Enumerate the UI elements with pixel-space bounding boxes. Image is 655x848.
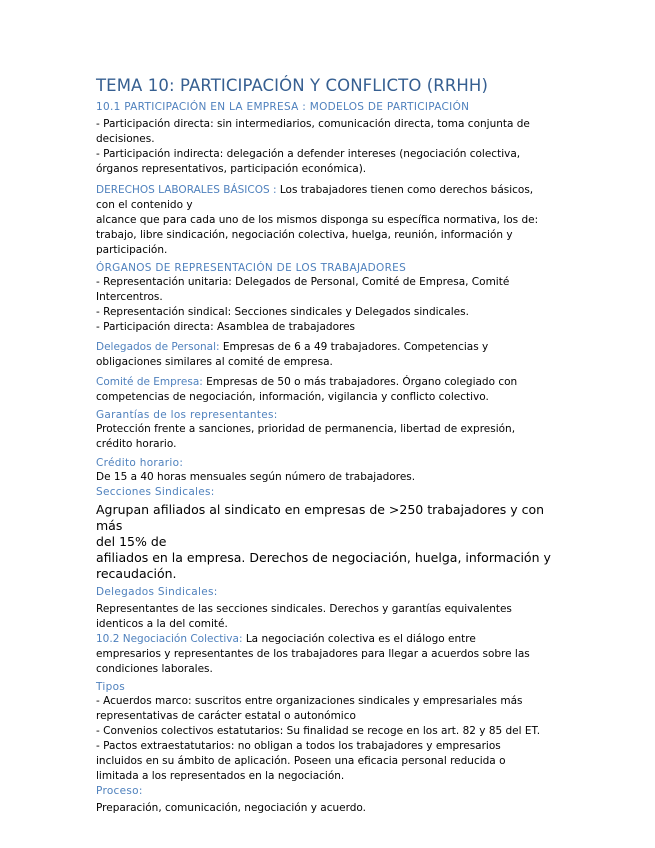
label-garantias: Garantías de los representantes: <box>96 409 278 421</box>
text-line: - Convenios colectivos estatutarios: Su finalidad se recoge en los art. 82 y 85 del ET. <box>96 725 541 737</box>
label-secciones: Secciones Sindicales: <box>96 486 215 498</box>
paragraph-tipos <box>96 694 566 784</box>
text-line: - Representación unitaria: Delegados de Personal, Comité de Empresa, Comité <box>96 276 510 288</box>
text-line: Protección frente a sanciones, prioridad de permanencia, libertad de expresión, <box>96 423 516 435</box>
paragraph-derechos <box>96 183 566 258</box>
section-heading-participacion: 10.1 PARTICIPACIÓN EN LA EMPRESA : MODELOS DE PARTICIPACIÓN <box>96 101 470 113</box>
text-derechos-first: Los trabajadores tienen como derechos básicos, <box>276 184 534 196</box>
label-delegados-sindicales: Delegados Sindicales: <box>96 586 218 598</box>
text-line: - Pactos extraestatutarios: no obligan a todos los trabajadores y empresarios <box>96 740 501 752</box>
text-line <box>96 340 566 355</box>
text-line: trabajo, libre sindicación, negociación colectiva, huelga, reunión, información y <box>96 229 513 241</box>
paragraph-delegados-personal <box>96 340 566 370</box>
label-derechos: DERECHOS LABORALES BÁSICOS : <box>96 184 277 196</box>
text-line: - Participación directa: Asamblea de trabajadores <box>96 321 356 333</box>
text-line: condiciones laborales. <box>96 663 213 675</box>
paragraph-garantias <box>96 422 566 452</box>
text-negociacion-first: La negociación colectiva es el diálogo entre <box>242 633 476 645</box>
text-line: - Participación indirecta: delegación a defender intereses (negociación colectiva, <box>96 148 521 160</box>
section-heading-organos: ÓRGANOS DE REPRESENTACIÓN DE LOS TRABAJADORES <box>96 262 407 274</box>
paragraph-participacion <box>96 117 566 177</box>
text-comite-first: Empresas de 50 o más trabajadores. Órgano colegiado con <box>202 376 518 388</box>
text-line: con el contenido y <box>96 199 193 211</box>
text-line: Representantes de las secciones sindicales. Derechos y garantías equivalentes <box>96 603 512 615</box>
text-line: decisiones. <box>96 133 155 145</box>
paragraph-negociacion <box>96 632 566 677</box>
text-line: del 15% de <box>96 534 167 549</box>
text-line: crédito horario. <box>96 438 177 450</box>
text-line <box>96 375 566 390</box>
label-tipos: Tipos <box>96 681 126 693</box>
text-line: empresarios y representantes de los trabajadores para llegar a acuerdos sobre las <box>96 648 530 660</box>
text-line: De 15 a 40 horas mensuales según número de trabajadores. <box>96 471 416 483</box>
label-delegados-personal: Delegados de Personal: <box>96 341 220 353</box>
text-line: - Participación directa: sin intermediarios, comunicación directa, toma conjunta de <box>96 118 530 130</box>
text-line: obligaciones similares al comité de empresa. <box>96 356 333 368</box>
paragraph-proceso <box>96 801 566 816</box>
document-title: TEMA 10: PARTICIPACIÓN Y CONFLICTO (RRHH) <box>96 76 488 95</box>
text-line <box>96 632 566 647</box>
label-credito: Crédito horario: <box>96 457 184 469</box>
label-comite: Comité de Empresa: <box>96 376 203 388</box>
text-line: identicos a la del comité. <box>96 618 228 630</box>
text-line: recaudación. <box>96 566 177 581</box>
paragraph-credito <box>96 470 566 485</box>
text-line: participación. <box>96 244 168 256</box>
text-line: afiliados en la empresa. Derechos de negociación, huelga, información y <box>96 550 551 565</box>
text-line: Preparación, comunicación, negociación y acuerdo. <box>96 802 366 814</box>
text-line: competencias de negociación, información, vigilancia y conflicto colectivo. <box>96 391 489 403</box>
paragraph-organos <box>96 275 566 335</box>
text-line: incluidos en su ámbito de aplicación. Poseen una eficacia personal reducida o <box>96 755 506 767</box>
paragraph-comite <box>96 375 566 405</box>
text-line: alcance que para cada uno de los mismos disponga su específica normativa, los de: <box>96 214 539 226</box>
text-line: representativas de carácter estatal o autonómico <box>96 710 356 722</box>
text-line: limitada a los representados en la negociación. <box>96 770 345 782</box>
label-negociacion: 10.2 Negociación Colectiva: <box>96 633 243 645</box>
text-line: - Representación sindical: Secciones sindicales y Delegados sindicales. <box>96 306 469 318</box>
text-line <box>96 183 566 198</box>
text-delegados-first: Empresas de 6 a 49 trabajadores. Competencias y <box>219 341 489 353</box>
paragraph-delegados-sindicales <box>96 602 566 632</box>
text-line: Intercentros. <box>96 291 163 303</box>
document-page <box>96 76 566 816</box>
text-line: Agrupan afiliados al sindicato en empresas de >250 trabajadores y con más <box>96 502 545 533</box>
text-line: - Acuerdos marco: suscritos entre organizaciones sindicales y empresariales más <box>96 695 523 707</box>
text-line: órganos representativos, participación económica). <box>96 163 367 175</box>
paragraph-secciones <box>96 502 566 582</box>
label-proceso: Proceso: <box>96 785 143 797</box>
